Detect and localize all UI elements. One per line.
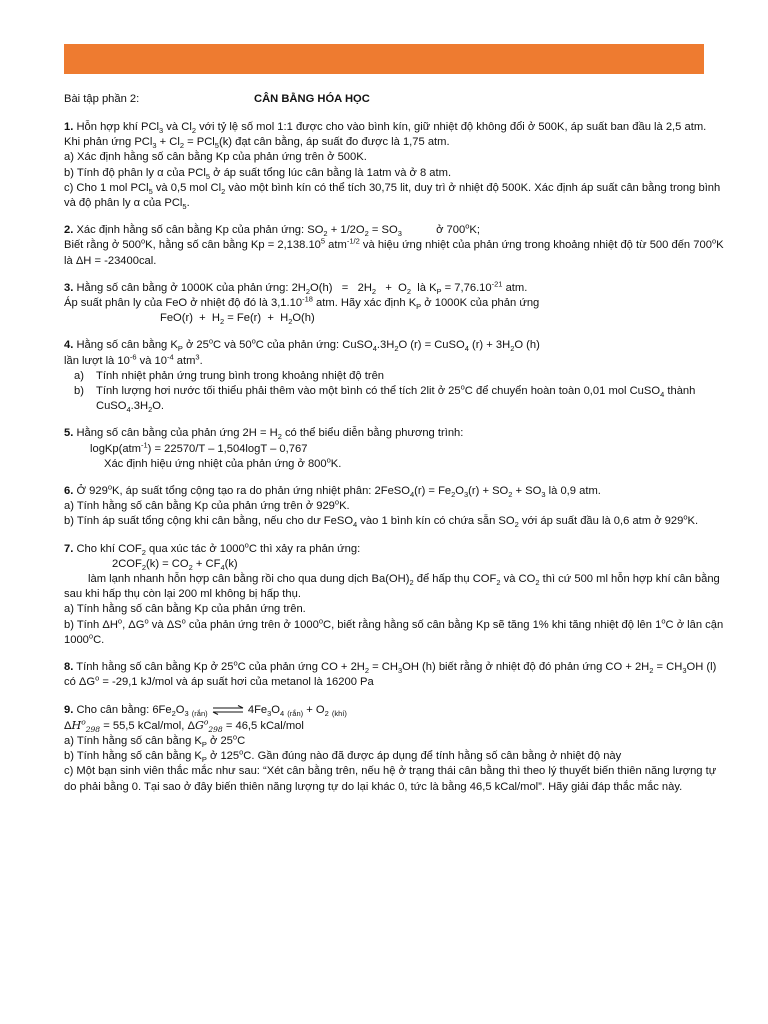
- problem-3-reaction: $FeO(r) + H_2 = Fe(r) + H_2O(h)$: [160, 312, 315, 327]
- problem-1-part-c: c) Cho 1 mol PCl$_5$ và 0,5 mol $Cl_2$ vào một bình kín có thể tích 30,75 lit, duy trì ở nhiệt độ 500K. Xác định áp suất cân bằng trong bình và độ phân ly α của PCl$_5$.: [64, 181, 721, 212]
- problem-9: [64, 703, 724, 795]
- problem-3: [64, 281, 724, 327]
- problem-5-statement: [64, 426, 724, 441]
- problem-9-part-c: c) Một bạn sinh viên thắc mắc như sau: “Xét cân bằng trên, nếu hệ ở trạng thái cân bằng thì theo lý thuyết biến thiên năng lượng tự do phải bằng 0. Tại sao ở đây biến thiên năng lượng tự do lại khác 0, tức là bằng 46,5 kCal/mol”. Hãy giải đáp thắc mắc này.: [64, 765, 717, 793]
- problem-4-number: 4.: [64, 339, 74, 352]
- problem-2-text: Xác định hằng số cân bằng Kp của phản ứng: $SO_2 + 1/2O_2 = SO_3$ ở 700$^o$K;: [73, 221, 480, 239]
- problem-9-part-b: b) Tính hằng số cân bằng $K_P$ ở 125$^o$C. Gần đúng nào đã được áp dụng để tính hằng số cân bằng ở nhiệt độ này: [64, 747, 622, 765]
- problem-5-equation: logKp(atm$^{-1}$) = 22570/T – 1,504logT – 0,767: [90, 439, 308, 455]
- problem-5-question: Xác định hiệu ứng nhiệt của phản ứng ở 800$^o$K.: [104, 455, 342, 470]
- problem-5: [64, 426, 724, 472]
- part-marker-a: a): [74, 369, 84, 382]
- problem-7-part-a: a) Tính hằng số cân bằng Kp của phản ứng trên.: [64, 603, 306, 616]
- problem-2-statement: [64, 223, 724, 238]
- problem-9-number: 9.: [64, 703, 74, 716]
- problem-7-statement: [64, 539, 724, 557]
- problem-7-text: Cho khí $COF_2$ qua xúc tác ở 1000$^o$C thì xảy ra phản ứng:: [73, 539, 361, 557]
- problem-5-text: Hằng số cân bằng của phản ứng $2H = H_2$ có thể biểu diễn bằng phương trình:: [73, 427, 464, 442]
- problem-1-part-a: a) Xác định hằng số cân bằng Kp của phản ứng trên ở 500K.: [64, 151, 367, 164]
- problem-8: [64, 660, 724, 690]
- document-header: [64, 92, 724, 108]
- problem-7-description: làm lạnh nhanh hỗn hợp cân bằng rồi cho qua dung dịch $Ba(OH)_2$ để hấp thụ $COF_2$ và $CO_2$ thì cứ 500 ml hỗn hợp khí cân bằng sau khi hấp thụ còn lại 200 ml không bị hấp thụ.: [64, 573, 720, 601]
- document-title: CÂN BẰNG HÓA HỌC: [254, 93, 370, 105]
- problem-4: [64, 338, 724, 414]
- part-marker-b: b): [74, 385, 84, 398]
- problem-2-given: Biết rằng ở 500$^o$K, hằng số cân bằng $Kp = 2,138.10^5$ atm$^{-1/2}$ và hiệu ứng nhiệt của phản ứng trong khoảng nhiệt độ từ 500 đến 700$^o$K là ΔH = -23400cal.: [64, 236, 724, 267]
- problem-6-text: Ở 929$^o$K, áp suất tổng cộng tạo ra do phản ứng nhiệt phân: 2FeSO$_4$(r) = $Fe_2O_3(r) + SO_2 + SO_3$ là 0,9 atm.: [73, 482, 601, 500]
- problem-4-line-2: lần lượt là $10^{-6}$ và $10^{-4}$ atm$^3$.: [64, 351, 203, 367]
- problem-7-number: 7.: [64, 542, 74, 555]
- problem-2-number: 2.: [64, 224, 74, 237]
- problem-1-part-b: b) Tính độ phân ly α của PCl$_5$ ở áp suất tổng lúc cân bằng là 1atm và ở 8 atm.: [64, 166, 452, 181]
- problem-5-number: 5.: [64, 427, 74, 440]
- document-page: [64, 92, 724, 795]
- problem-6-statement: [64, 484, 724, 499]
- problem-8-statement: [64, 660, 724, 690]
- problem-7: [64, 539, 724, 648]
- problem-3-line-2: Áp suất phân ly của FeO ở nhiệt độ đó là $3,1.10^{-18}$ atm. Hãy xác định $K_P$ ở 1000K của phản ứng: [64, 294, 540, 312]
- exercise-label: Bài tập phần 2:: [64, 93, 140, 105]
- problem-3-statement: [64, 281, 724, 296]
- problem-9-reactants: Cho cân bằng: $6Fe_2O_3$ $_{(rắn)}$: [73, 703, 208, 718]
- problem-8-text: Tính hằng số cân bằng Kp ở 25$^o$C của phản ứng CO + $2H_2 = CH_3OH$ (h) biết rằng ở nhiệt độ đó phản ứng CO + $2H_2 = CH_3OH$ (l) có $\Delta G^o = -29,1$ kJ/mol và áp suất hơi của metanol là 16200 Pa: [64, 658, 717, 689]
- problem-4-part-b-text: Tính lượng hơi nước tối thiểu phải thêm vào một bình có thể tích 2lit ở 25$^o$C để chuyển hoàn toàn 0,01 mol CuSO$_4$ thành $CuSO_4.3H_2O$.: [96, 382, 696, 415]
- problem-9-part-a: a) Tính hằng số cân bằng $K_P$ ở 25$^o$C: [64, 732, 246, 750]
- problem-1-text: Hỗn hợp khí PCl$_3$ và $Cl_2$ với tỷ lệ số mol 1:1 được cho vào bình kín, giữ nhiệt độ không đổi ở 500K, áp suất ban đầu là 2,5 atm. Khi phản ứng $PCl_3 + Cl_2 = PCl_5(k)$ đạt cân bằng, áp suất đo được là 1,75 atm.: [64, 121, 707, 151]
- problem-6-part-b: b) Tính áp suất tổng cộng khi cân bằng, nếu cho dư FeSO$_4$ vào 1 bình kín có chứa sẵn $SO_2$ với áp suất đầu là 0,6 atm ở 929$^o$K.: [64, 512, 699, 530]
- equilibrium-arrow-icon: [211, 705, 245, 715]
- problem-4-statement: [64, 338, 724, 353]
- problem-7-part-b: b) Tính $\Delta H^o$, $\Delta G^o$ và $\Delta S^o$ của phản ứng trên ở 1000$^o$C, biết rằng hằng số cân bằng Kp sẽ tăng 1% khi tăng nhiệt độ lên 1$^o$C ở lân cận 1000$^o$C.: [64, 615, 724, 646]
- problem-9-products: $4Fe_3O_4$ $_{(rắn)} + O_2$ $_{(khí)}$: [244, 703, 347, 718]
- problem-4-part-b: [64, 384, 724, 414]
- problem-8-number: 8.: [64, 661, 74, 674]
- problem-6-number: 6.: [64, 485, 74, 498]
- problem-4-text: Hằng số cân bằng $K_P$ ở 25$^o$C và 50$^o$C của phản ứng: $CuSO_4.3H_2O$ (r) = CuSO$_4$ $(r) + 3H_2O$ (h): [73, 336, 540, 354]
- problem-3-text: Hằng số cân bằng ở 1000K của phản ứng: $2H_2O(h) = 2H_2 + O_2$ là $K_P = 7,76.10^{-21}$ atm.: [73, 279, 528, 297]
- problem-6: [64, 484, 724, 530]
- problem-1-number: 1.: [64, 121, 74, 133]
- problem-6-part-a: a) Tính hằng số cân bằng Kp của phản ứng trên ở 929$^o$K.: [64, 497, 350, 513]
- problem-9-statement: [64, 703, 724, 718]
- problem-9-thermo-data: $\Delta H^o_{298} = 55,5$ kCal/mol, $\Delta G^o_{298} = 46,5$ kCal/mol: [64, 716, 304, 734]
- problem-4-part-a-text: Tính nhiệt phản ứng trung bình trong khoảng nhiệt độ trên: [96, 369, 385, 382]
- header-accent-bar: [64, 44, 704, 74]
- problem-4-part-a: [64, 369, 724, 384]
- problem-7-reaction: $2COF_2(k) = CO_2 + CF_4(k)$: [112, 557, 238, 573]
- problem-1: [64, 120, 724, 211]
- problem-3-number: 3.: [64, 281, 74, 294]
- problem-2: [64, 223, 724, 269]
- problem-1-statement: [64, 120, 724, 150]
